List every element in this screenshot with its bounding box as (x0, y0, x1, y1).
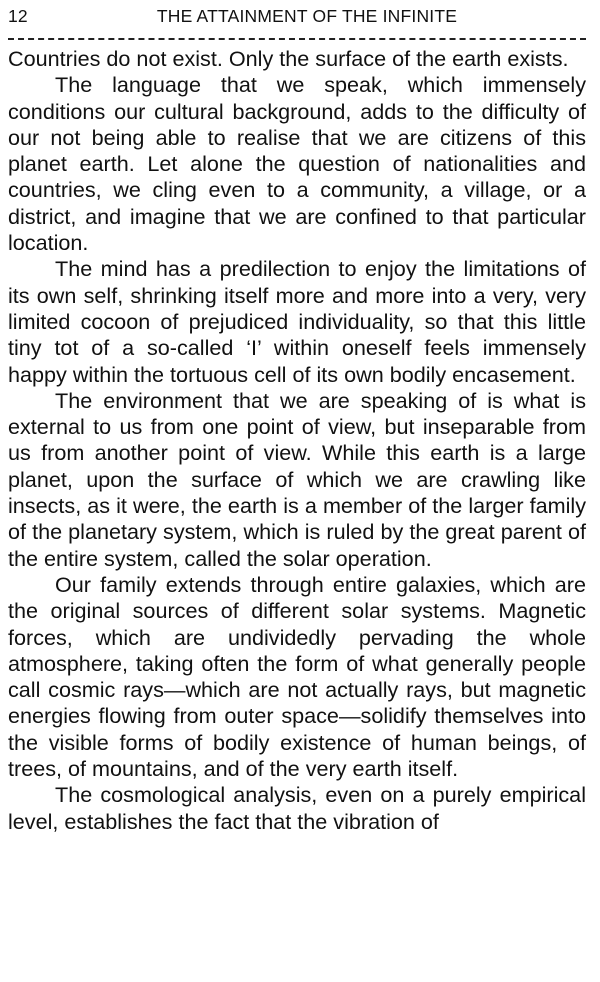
paragraph: The language that we speak, which immensely conditions our cultural background, adds to the difficulty of our not being able to realise that we are citizens of this planet earth. Let alone the question of nationalities and countries, we cling even to a community, a village, or a district, and imagine that we are confined to that particular location. (8, 72, 586, 256)
paragraph: The mind has a predilection to enjoy the limitations of its own self, shrinking itself more and more into a very, very limited cocoon of prejudiced individuality, so that this little tiny tot of a so-called ‘I’ within oneself feels immensely happy within the tortuous cell of its own bodily encasement. (8, 256, 586, 387)
header-divider (8, 38, 586, 40)
page-header (8, 6, 586, 30)
paragraph: The cosmological analysis, even on a purely empirical level, establishes the fact that the vibration of (8, 782, 586, 834)
paragraph: Our family extends through entire galaxies, which are the original sources of different solar systems. Magnetic forces, which are undividedly pervading the whole atmosphere, taking often the form of what generally people call cosmic rays—which are not actually rays, but magnetic energies flowing from outer space—solidify themselves into the visible forms of bodily existence of human beings, of trees, of mountains, and of the very earth itself. (8, 571, 586, 782)
paragraph: The environment that we are speaking of is what is external to us from one point of view, but inseparable from us from another point of view. While this earth is a large planet, upon the surface of which we are crawling like insects, as it were, the earth is a member of the larger family of the planetary system, which is ruled by the great parent of the entire system, called the solar operation. (8, 387, 586, 571)
running-title: THE ATTAINMENT OF THE INFINITE (156, 6, 458, 26)
paragraph: Countries do not exist. Only the surface of the earth exists. (8, 46, 569, 71)
page-number: 12 (8, 6, 28, 26)
body-text (8, 46, 586, 835)
